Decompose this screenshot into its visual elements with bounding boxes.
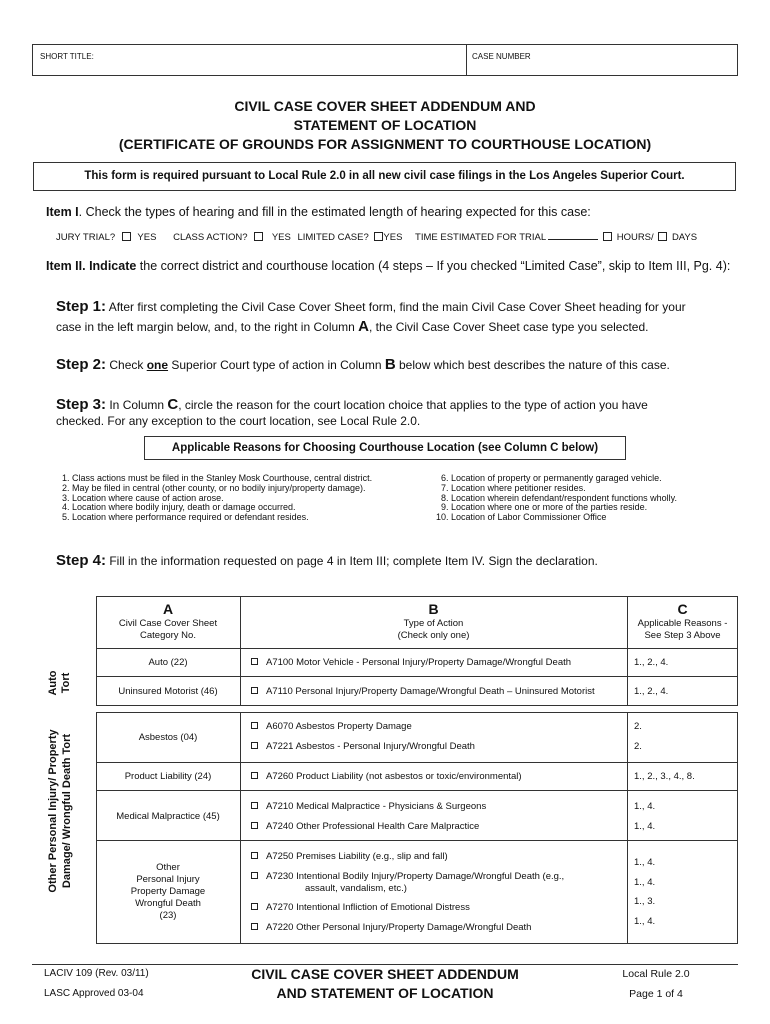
- footer-rule: [32, 964, 738, 965]
- a7250-checkbox[interactable]: [251, 852, 258, 859]
- item1-label: Item I: [46, 205, 79, 219]
- step2-one: one: [146, 358, 169, 372]
- days-label: DAYS: [671, 232, 698, 243]
- row-a6070: A6070 Asbestos Property Damage: [251, 721, 412, 732]
- step4: [56, 552, 598, 569]
- reason-item: 7. Location where petitioner resides.: [441, 482, 586, 493]
- row-a7100: A7100 Motor Vehicle - Personal Injury/Property Damage/Wrongful Death: [251, 657, 571, 668]
- row-a7221-reasons: 2.: [634, 741, 642, 752]
- row-a7230-reasons: 1., 4.: [634, 877, 656, 888]
- step1-text-a: After first completing the Civil Case Cover Sheet form, find the main Civil Case Cover Sheet heading for your: [106, 300, 686, 314]
- a7110-checkbox[interactable]: [251, 687, 258, 694]
- row-a7270: A7270 Intentional Infliction of Emotional Distress: [251, 902, 470, 913]
- row-a7220-reasons: 1., 4.: [634, 916, 656, 927]
- header-box: [32, 44, 738, 76]
- step3-text-c: checked. For any exception to the court location, see Local Rule 2.0.: [56, 414, 421, 428]
- row-a7220: A7220 Other Personal Injury/Property Damage/Wrongful Death: [251, 922, 531, 933]
- col-a-header: A: [162, 601, 174, 617]
- class-yes-label: YES: [271, 232, 291, 243]
- step3-text-b: , circle the reason for the court location choice that applies to the type of action you have: [178, 398, 648, 412]
- row-a7250-reasons: 1., 4.: [634, 857, 656, 868]
- reason-item: 1. Class actions must be filed in the Stanley Mosk Courthouse, central district.: [62, 473, 373, 483]
- row-medical-category: Medical Malpractice (45): [116, 811, 220, 822]
- row-uninsured-category: Uninsured Motorist (46): [118, 686, 218, 697]
- item2-indicate: . Indicate: [82, 259, 137, 273]
- group-label-auto-tort: Auto Tort: [47, 670, 72, 696]
- step3-col: C: [167, 396, 179, 413]
- time-estimated-input[interactable]: [548, 230, 598, 240]
- jury-trial-label: JURY TRIAL?: [56, 232, 116, 243]
- row-product-reasons: 1., 2., 3., 4., 8.: [634, 771, 695, 782]
- col-a-sub2: Category No.: [140, 630, 196, 641]
- step2-label: Step 2:: [56, 356, 107, 373]
- row-a6070-reasons: 2.: [634, 721, 642, 732]
- row-auto-reasons: 1., 2., 4.: [634, 657, 669, 668]
- class-action-checkbox[interactable]: [254, 232, 263, 241]
- a7270-checkbox[interactable]: [251, 903, 258, 910]
- step4-label: Step 4:: [56, 552, 107, 569]
- footer-title2: AND STATEMENT OF LOCATION: [276, 985, 494, 1001]
- reasons-box-title: Applicable Reasons for Choosing Courthouse Location (see Column C below): [171, 442, 599, 454]
- reason-item: 8. Location wherein defendant/respondent functions wholly.: [441, 492, 677, 503]
- row-product-category: Product Liability (24): [124, 771, 212, 782]
- step2: [56, 356, 670, 373]
- page-title-line2: STATEMENT OF LOCATION: [293, 117, 477, 133]
- reason-item: 6. Location of property or permanently garaged vehicle.: [441, 473, 662, 483]
- page-title-line1: CIVIL CASE COVER SHEET ADDENDUM AND: [234, 98, 536, 114]
- row-uninsured-reasons: 1., 2., 4.: [634, 686, 669, 697]
- row-a7221: A7221 Asbestos - Personal Injury/Wrongful Death: [251, 741, 475, 752]
- step2-col: B: [384, 356, 396, 373]
- reasons-left-list: [62, 474, 372, 523]
- short-title-label: SHORT TITLE:: [40, 52, 94, 61]
- col-a-sub1: Civil Case Cover Sheet: [118, 618, 218, 629]
- row-a7230: A7230 Intentional Bodily Injury/Property Damage/Wrongful Death (e.g., assault, vandalism, etc.): [251, 871, 564, 895]
- step1-text-c: , the Civil Case Cover Sheet case type you selected.: [369, 320, 649, 334]
- limited-yes-label: YES: [383, 232, 403, 243]
- a7221-checkbox[interactable]: [251, 742, 258, 749]
- row-auto-category: Auto (22): [148, 657, 188, 668]
- step3-text-a: In Column: [106, 398, 168, 412]
- item2-label: Item II: [46, 259, 83, 273]
- footer-approved: LASC Approved 03-04: [44, 988, 144, 999]
- notice-text: This form is required pursuant to Local Rule 2.0 in all new civil case filings in the Los Angeles Superior Court.: [84, 170, 685, 182]
- a7260-checkbox[interactable]: [251, 772, 258, 779]
- reason-item: 5. Location where performance required or defendant resides.: [62, 512, 309, 523]
- reasons-right-list: [436, 474, 677, 523]
- col-b-sub1: Type of Action: [403, 618, 464, 629]
- days-checkbox[interactable]: [658, 232, 667, 241]
- col-c-sub1: Applicable Reasons -: [637, 618, 728, 629]
- hours-label: HOURS/: [616, 232, 654, 243]
- reason-item: 10. Location of Labor Commissioner Office: [436, 512, 607, 523]
- reason-item: 4. Location where bodily injury, death or damage occurred.: [62, 502, 296, 513]
- case-number-label: CASE NUMBER: [472, 52, 531, 61]
- row-asbestos-category: Asbestos (04): [138, 732, 198, 743]
- col-b-header: B: [428, 601, 439, 617]
- step2-text-b: Superior Court type of action in Column: [168, 358, 385, 372]
- col-c-header: C: [677, 601, 688, 617]
- step2-text-c: below which best describes the nature of this case.: [395, 358, 670, 372]
- footer-page: Page 1 of 4: [629, 988, 683, 1000]
- item1-line: [46, 205, 591, 219]
- item2-text: the correct district and courthouse location (4 steps – If you checked “Limited Case”, skip to Item III, Pg. 4):: [136, 259, 731, 273]
- jury-yes-label: YES: [137, 232, 157, 243]
- class-action-label: CLASS ACTION?: [173, 232, 248, 243]
- page-title-line3: (CERTIFICATE OF GROUNDS FOR ASSIGNMENT TO COURTHOUSE LOCATION): [118, 136, 652, 152]
- item1-text: . Check the types of hearing and fill in the estimated length of hearing expected for this case:: [78, 205, 591, 219]
- row-a7240: A7240 Other Professional Health Care Malpractice: [251, 821, 479, 832]
- item2-line: [46, 259, 730, 273]
- step1-col: A: [358, 318, 370, 335]
- row-a7240-reasons: 1., 4.: [634, 821, 656, 832]
- reason-item: 9. Location where one or more of the parties reside.: [441, 502, 648, 513]
- reason-item: 3. Location where cause of action arose.: [62, 492, 224, 503]
- row-a7110: A7110 Personal Injury/Property Damage/Wrongful Death – Uninsured Motorist: [251, 686, 595, 697]
- step1: [56, 297, 746, 337]
- time-estimated-label: TIME ESTIMATED FOR TRIAL: [415, 232, 546, 243]
- col-b-sub2: (Check only one): [397, 630, 470, 641]
- step2-text-a: Check: [106, 358, 147, 372]
- step1-label: Step 1:: [56, 298, 107, 315]
- a6070-checkbox[interactable]: [251, 722, 258, 729]
- a7210-checkbox[interactable]: [251, 802, 258, 809]
- row-a7250: A7250 Premises Liability (e.g., slip and fall): [251, 851, 448, 862]
- item1-options: [56, 230, 736, 243]
- row-a7260: A7260 Product Liability (not asbestos or toxic/environmental): [251, 771, 522, 782]
- footer-rule-ref: Local Rule 2.0: [622, 968, 690, 980]
- a7240-checkbox[interactable]: [251, 822, 258, 829]
- reason-item: 2. May be filed in central (other county, or no bodily injury/property damage).: [62, 482, 366, 493]
- jury-trial-checkbox[interactable]: [122, 232, 131, 241]
- hours-checkbox[interactable]: [603, 232, 612, 241]
- a7100-checkbox[interactable]: [251, 658, 258, 665]
- step3: [56, 397, 746, 429]
- footer-title1: CIVIL CASE COVER SHEET ADDENDUM: [251, 966, 519, 982]
- step3-label: Step 3:: [56, 396, 107, 413]
- row-other-category: Other Personal Injury Property Damage Wrongful Death (23): [130, 862, 206, 921]
- footer-form-id: LACIV 109 (Rev. 03/11): [44, 968, 149, 979]
- row-a7210: A7210 Medical Malpractice - Physicians & Surgeons: [251, 801, 486, 812]
- a7230-checkbox[interactable]: [251, 872, 258, 879]
- step4-text: Fill in the information requested on page 4 in Item III; complete Item IV. Sign the declaration.: [106, 554, 598, 568]
- col-c-sub2: See Step 3 Above: [644, 630, 721, 641]
- step1-text-b: case in the left margin below, and, to the right in Column: [56, 320, 359, 334]
- row-a7210-reasons: 1., 4.: [634, 801, 656, 812]
- row-a7270-reasons: 1., 3.: [634, 896, 656, 907]
- limited-case-label: LIMITED CASE?: [297, 232, 369, 243]
- group-label-other-pi: Other Personal Injury/ Property Damage/ Wrongful Death Tort: [47, 729, 73, 893]
- header-divider: [466, 44, 467, 76]
- a7220-checkbox[interactable]: [251, 923, 258, 930]
